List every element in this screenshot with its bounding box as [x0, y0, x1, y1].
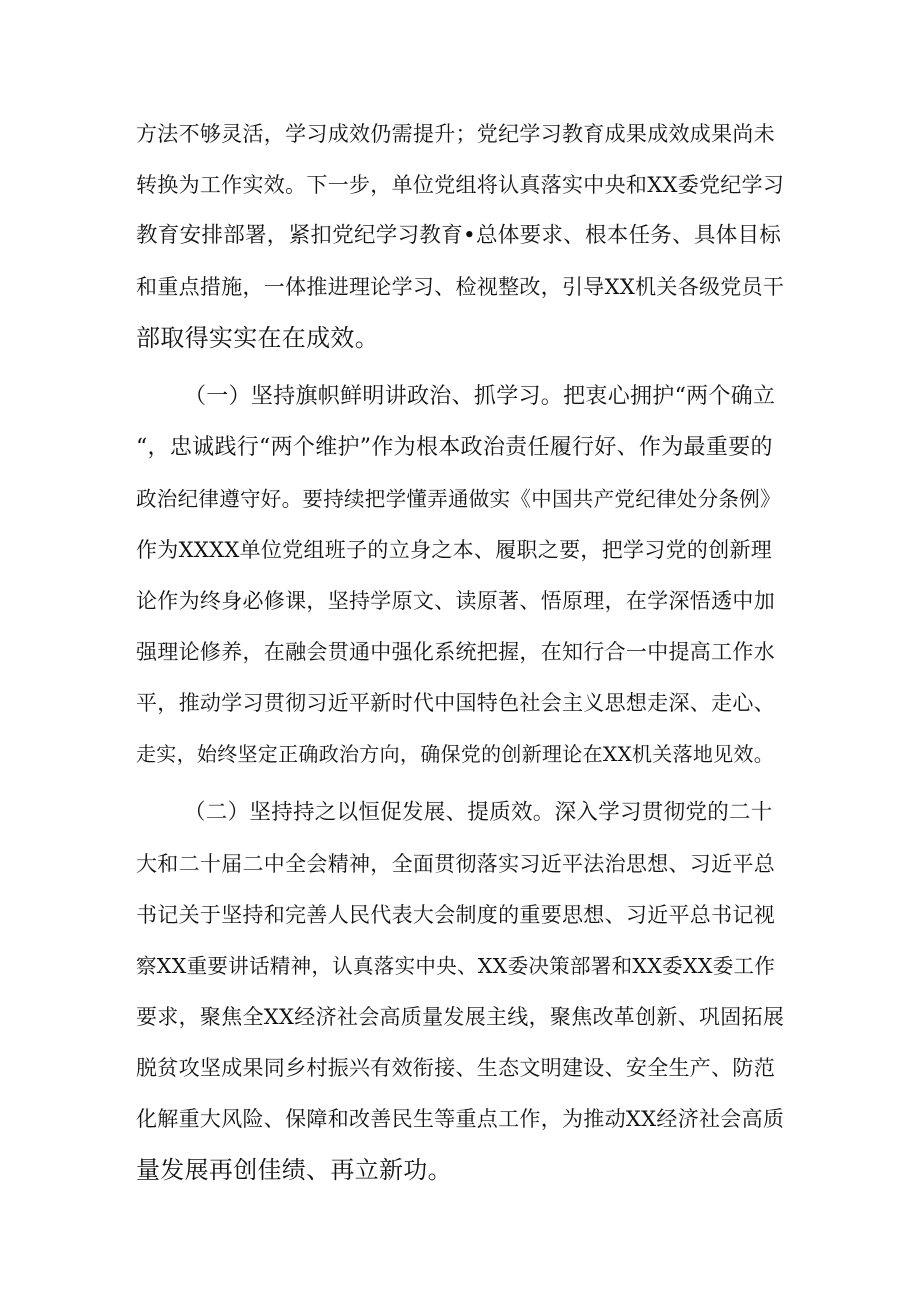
text-line-9: 作为XXXX单位党组班子的立身之本、履职之要，把学习党的创新理 — [136, 538, 773, 562]
text-line-1: 方法不够灵活，学习成效仍需提升；党纪学习教育成果成效成果尚未 — [136, 122, 775, 146]
text-line-11: 强理论修养，在融会贯通中强化系统把握，在知行合一中提高工作水 — [136, 640, 775, 664]
text-line-13: 走实，始终坚定正确政治方向，确保党的创新理论在XX机关落地见效。 — [136, 742, 775, 766]
text-line-6: （一）坚持旗帜鲜明讲政治、抓学习。把衷心拥护“两个确立 — [184, 384, 776, 409]
text-line-20: 化解重大风险、保障和改善民生等重点工作，为推动XX经济社会高质 — [136, 1107, 785, 1131]
text-line-14: （二）坚持持之以恒促发展、提质效。深入学习贯彻党的二十 — [184, 800, 773, 825]
text-line-8: 政治纪律遵守好。要持续把学懂弄通做实《中国共产党纪律处分条例》 — [136, 487, 781, 511]
text-line-2: 转换为工作实效。下一步，单位党组将认真落实中央和XX委党纪学习 — [136, 173, 785, 197]
text-line-5: 部取得实实在在成效。 — [136, 324, 379, 352]
text-line-15: 大和二十届二中全会精神，全面贯彻落实习近平法治思想、习近平总 — [136, 852, 775, 876]
text-line-16: 书记关于坚持和完善人民代表大会制度的重要思想、习近平总书记视 — [136, 903, 775, 927]
text-line-7: “，忠诚践行“两个维护”作为根本政治责任履行好、作为最重要的 — [136, 435, 773, 460]
text-line-21: 量发展再创佳绩、再立新功。 — [136, 1156, 452, 1184]
text-line-19: 脱贫攻坚成果同乡村振兴有效衔接、生态文明建设、安全生产、防范 — [136, 1056, 775, 1080]
text-line-3: 教育安排部署，紧扣党纪学习教育•总体要求、根本任务、具体目标 — [136, 223, 782, 248]
text-line-18: 要求，聚焦全XX经济社会高质量发展主线，聚焦改革创新、巩固拓展 — [136, 1005, 785, 1029]
text-line-4: 和重点措施，一体推进理论学习、检视整改，引导XX机关各级党员干 — [136, 275, 785, 299]
text-line-10: 论作为终身必修课，坚持学原文、读原著、悟原理，在学深悟透中加 — [136, 589, 775, 613]
text-line-12: 平，推动学习贯彻习近平新时代中国特色社会主义思想走深、走心、 — [136, 691, 775, 715]
text-line-17: 察XX重要讲话精神，认真落实中央、XX委决策部署和XX委XX委工作 — [136, 954, 776, 978]
